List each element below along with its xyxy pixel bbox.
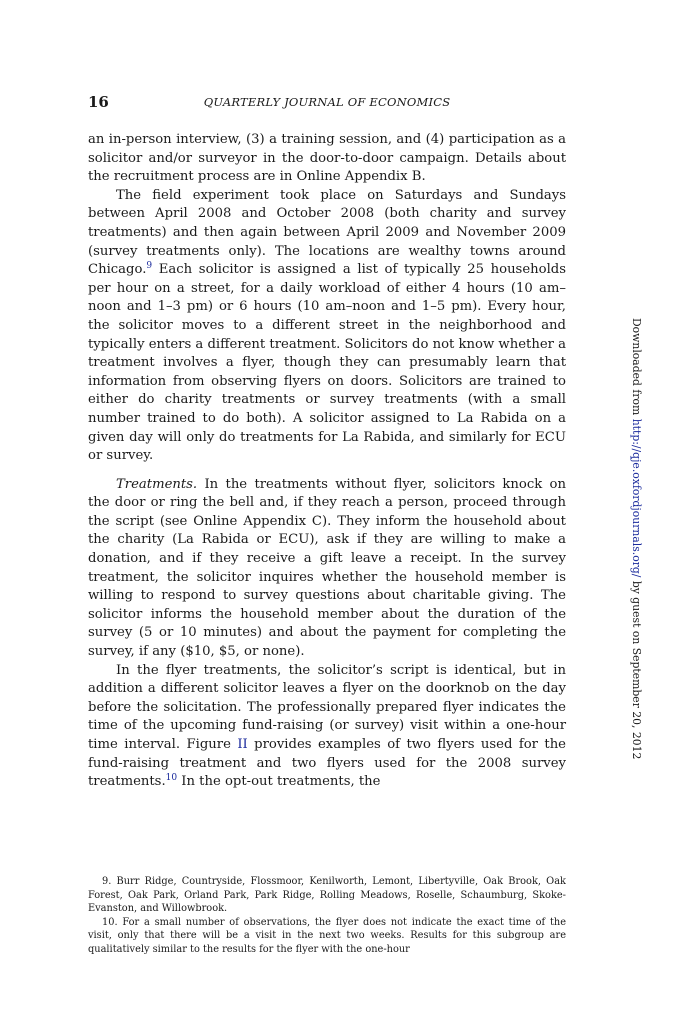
paragraph-field-experiment [88, 187, 566, 466]
footnote-ref-10[interactable]: 10 [165, 773, 178, 784]
running-head: QUARTERLY JOURNAL OF ECONOMICS [203, 95, 451, 109]
figure-link[interactable]: II [237, 737, 248, 752]
paragraph-text: Each solicitor is assigned a list of typically 25 households per hour on a street, for a daily workload of either 4 hours (10 am–noon and 1–3 pm) or 6 hours (10 am–noon and 1–5 pm). Every hour, the solicitor moves to a different street in the neighborhood and typically enters a different treatment. Solicitors do not know whether a treatment involves a flyer, though they can presumably learn that information from observing flyers on doors. Solicitors are trained to either do charity treatments or survey treatments (with a small number trained to do both). A solicitor assigned to La Rabida on a given day will only do treatments for La Rabida, and similarly for ECU or survey. [88, 262, 566, 464]
page-number: 16 [88, 93, 109, 111]
paragraph-text: an in-person interview, (3) a training session, and (4) participation as a solicitor and/or surveyor in the door-to-door campaign. Details about the recruitment process are in Online Appendix B. [88, 132, 566, 185]
download-prefix: Downloaded from [630, 318, 643, 419]
download-suffix: by guest on September 20, 2012 [630, 577, 643, 760]
paragraph-recruitment [88, 131, 566, 187]
footnote-9: 9. Burr Ridge, Countryside, Flossmoor, Kenilworth, Lemont, Libertyville, Oak Brook, Oak Forest, Oak Park, Orland Park, Park Ridge, Rolling Meadows, Roselle, Schaumburg, Skoke-Evanston, and Willowbrook. [88, 876, 566, 915]
paragraph-text: provides examples of two flyers used for the fund-raising treatment and two flyers used for the 2008 survey treatments. [88, 737, 566, 790]
footnotes [88, 875, 566, 957]
paragraph-text: In the opt-out treatments, the [177, 774, 381, 790]
paragraph-treatments [88, 476, 566, 662]
download-notice [630, 318, 643, 759]
page-header [88, 93, 566, 113]
run-in-heading: Treatments. [116, 476, 198, 492]
paragraph-text: In the flyer treatments, the solicitor’s script is identical, but in addition a different solicitor leaves a flyer on the doorknob on the day before the solicitation. The professionally prepared flyer indicates the time of the upcoming fund-raising (or survey) visit within a one-hour time interval. Figure [88, 662, 566, 752]
body-text [88, 131, 566, 792]
paragraph-text: The field experiment took place on Saturdays and Sundays between April 2008 and October 2008 (both charity and survey treatments) and then again between April 2009 and November 2009 (survey treatments only). The locations are wealthy towns around Chicago. [88, 187, 566, 278]
footnote-ref-9[interactable]: 9 [146, 261, 153, 272]
footnote-10: 10. For a small number of observations, the flyer does not indicate the exact time of the visit, only that there will be a visit in the next two weeks. Results for this subgroup are qualitatively similar to the results for the flyer with the one-hour [88, 916, 566, 955]
paragraph-flyer-treatments [88, 662, 566, 792]
paragraph-text: In the treatments without flyer, solicitors knock on the door or ring the bell and, if they reach a person, proceed through the script (see Online Appendix C). They inform the household about the charity (La Rabida or ECU), ask if they are willing to make a donation, and if they receive a gift leave a receipt. In the survey treatment, the solicitor inquires whether the household member is willing to respond to survey questions about charitable giving. The solicitor informs the household member about the duration of the survey (5 or 10 minutes) and about the payment for completing the survey, if any ($10, $5, or none). [88, 476, 566, 660]
journal-url-link[interactable]: http://qje.oxfordjournals.org/ [630, 418, 643, 578]
download-watermark [630, 318, 652, 760]
